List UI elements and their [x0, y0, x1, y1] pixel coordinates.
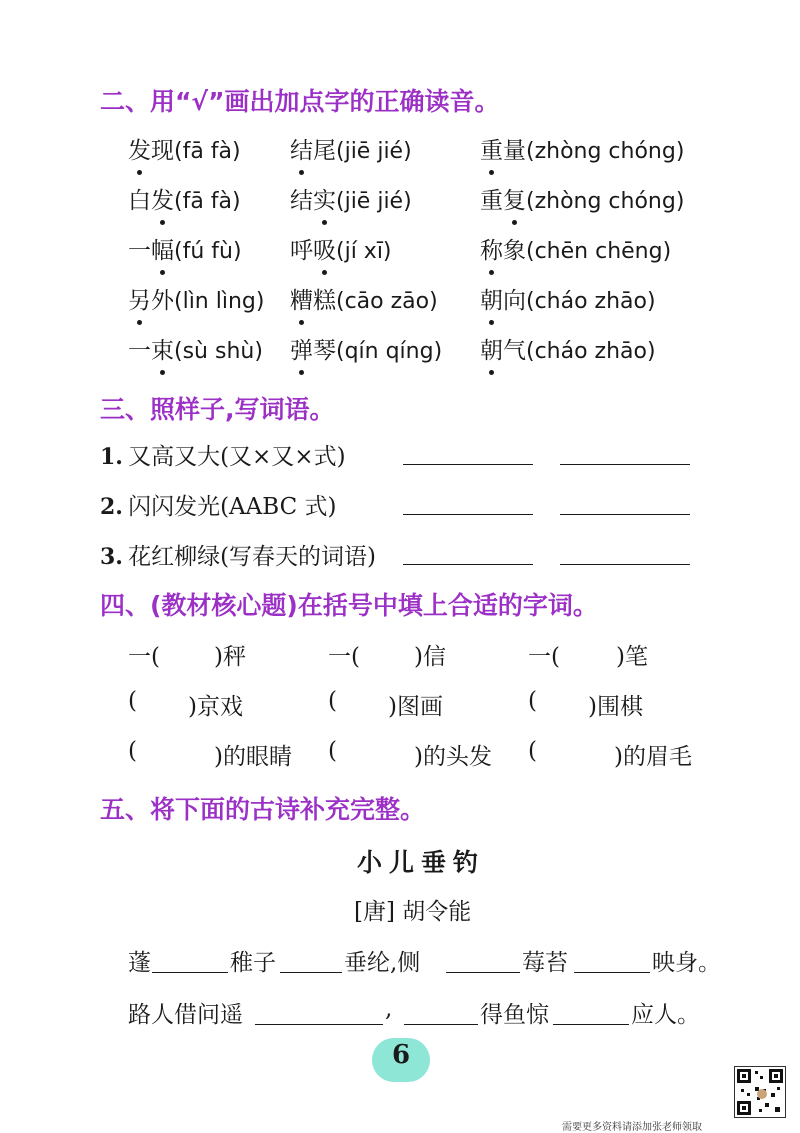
dotted-character: 弹	[290, 332, 313, 365]
character: 现	[151, 138, 174, 164]
pinyin-options[interactable]: (cháo zhāo)	[526, 339, 656, 364]
word-item-2	[100, 488, 336, 521]
poem-text: 稚子	[230, 950, 276, 976]
dotted-character: 发	[151, 182, 174, 215]
pinyin-options[interactable]: (sù shù)	[174, 339, 263, 364]
poem-blank[interactable]	[553, 1024, 629, 1025]
dotted-character: 另	[128, 282, 151, 315]
pinyin-options[interactable]: (jiē jié)	[336, 189, 412, 214]
fill-cell: )笔	[616, 644, 648, 670]
poem-text: 莓苔	[522, 950, 568, 976]
character: 外	[151, 288, 174, 314]
answer-blank[interactable]	[560, 464, 690, 465]
word-item-1	[100, 438, 346, 471]
pinyin-options[interactable]: (jiē jié)	[336, 139, 412, 164]
reading-item	[290, 232, 392, 265]
word-item-3	[100, 538, 376, 571]
character: 琴	[313, 338, 336, 364]
reading-item	[480, 182, 684, 215]
character: 结	[290, 188, 313, 214]
pinyin-options[interactable]: (lìn lìng)	[174, 289, 265, 314]
dotted-character: 朝	[480, 282, 503, 315]
reading-item	[480, 282, 656, 315]
poem-text: ,	[385, 996, 393, 1022]
dotted-character: 幅	[151, 232, 174, 265]
answer-blank[interactable]	[560, 564, 690, 565]
section-4-heading: 四、(教材核心题)在括号中填上合适的字词。	[100, 591, 598, 620]
page-number: 6	[391, 1040, 411, 1070]
fill-cell: (	[528, 688, 537, 714]
poem-title: 小儿垂钓	[357, 848, 486, 877]
reading-item	[128, 132, 241, 165]
pinyin-options[interactable]: (chēn chēng)	[526, 239, 672, 264]
fill-cell: (	[328, 738, 337, 764]
dotted-character: 重	[480, 132, 503, 165]
poem-blank[interactable]	[446, 972, 520, 973]
pinyin-options[interactable]: (qín qíng)	[336, 339, 443, 364]
pinyin-options[interactable]: (jí xī)	[336, 239, 392, 264]
reading-item	[128, 332, 263, 365]
character: 糕	[313, 288, 336, 314]
pinyin-options[interactable]: (zhòng chóng)	[526, 189, 685, 214]
dotted-character: 实	[313, 182, 336, 215]
character: 向	[503, 288, 526, 314]
item-number: 3.	[100, 544, 123, 570]
reading-item	[480, 132, 684, 165]
section-2-heading: 二、用“√”画出加点字的正确读音。	[100, 87, 500, 116]
item-text: 花红柳绿(写春天的词语)	[128, 544, 377, 570]
dotted-character: 糟	[290, 282, 313, 315]
pinyin-options[interactable]: (cāo zāo)	[336, 289, 438, 314]
character: 一	[128, 238, 151, 264]
item-number: 1.	[100, 444, 123, 470]
poem-text: 得鱼惊	[480, 1002, 549, 1028]
poem-blank[interactable]	[280, 972, 342, 973]
answer-blank[interactable]	[403, 514, 533, 515]
fill-cell: )的眼睛	[214, 744, 292, 770]
poem-author: [唐] 胡令能	[354, 899, 472, 925]
reading-item	[290, 282, 438, 315]
fill-cell: )京戏	[188, 694, 243, 720]
character: 象	[503, 238, 526, 264]
fill-cell: )围棋	[588, 694, 643, 720]
fill-cell: )信	[414, 644, 446, 670]
poem-text: 应人。	[631, 1002, 700, 1028]
dotted-character: 朝	[480, 332, 503, 365]
dotted-character: 发	[128, 132, 151, 165]
pinyin-options[interactable]: (zhòng chóng)	[526, 139, 685, 164]
poem-text: 垂纶,侧	[344, 950, 421, 976]
dotted-character: 称	[480, 232, 503, 265]
pinyin-options[interactable]: (fā fà)	[174, 139, 241, 164]
character: 量	[503, 138, 526, 164]
poem-text: 映身。	[652, 950, 721, 976]
footer-note: 需要更多资料请添加张老师领取	[562, 1122, 702, 1133]
section-5-heading: 五、将下面的古诗补充完整。	[100, 795, 426, 824]
fill-cell: (	[128, 688, 137, 714]
reading-item	[128, 232, 242, 265]
character: 尾	[313, 138, 336, 164]
fill-cell: 一(	[328, 644, 360, 670]
fill-cell: )秤	[214, 644, 246, 670]
reading-item	[290, 332, 442, 365]
reading-item	[480, 232, 671, 265]
character: 白	[128, 188, 151, 214]
fill-cell: 一(	[128, 644, 160, 670]
pinyin-options[interactable]: (cháo zhāo)	[526, 289, 656, 314]
qr-code-icon	[734, 1066, 786, 1118]
reading-item	[290, 182, 412, 215]
character: 重	[480, 188, 503, 214]
section-3-heading: 三、照样子,写词语。	[100, 395, 335, 424]
character: 一	[128, 338, 151, 364]
fill-cell: (	[528, 738, 537, 764]
reading-item	[480, 332, 656, 365]
fill-cell: )的头发	[414, 744, 492, 770]
reading-item	[128, 282, 264, 315]
item-text: 闪闪发光(AABC 式)	[128, 494, 337, 520]
poem-blank[interactable]	[152, 972, 228, 973]
dotted-character: 结	[290, 132, 313, 165]
poem-text: 蓬	[128, 950, 151, 976]
answer-blank[interactable]	[403, 564, 533, 565]
poem-blank[interactable]	[255, 1024, 383, 1025]
reading-item	[128, 182, 241, 215]
fill-cell: 一(	[528, 644, 560, 670]
item-number: 2.	[100, 494, 123, 520]
character: 气	[503, 338, 526, 364]
fill-cell: (	[128, 738, 137, 764]
dotted-character: 复	[503, 182, 526, 215]
item-text: 又高又大(又×又×式)	[128, 444, 346, 470]
answer-blank[interactable]	[403, 464, 533, 465]
poem-text: 路人借问遥	[128, 1002, 243, 1028]
pinyin-options[interactable]: (fā fà)	[174, 189, 241, 214]
poem-blank[interactable]	[404, 1024, 478, 1025]
answer-blank[interactable]	[560, 514, 690, 515]
pinyin-options[interactable]: (fú fù)	[174, 239, 242, 264]
dotted-character: 吸	[313, 232, 336, 265]
fill-cell: )的眉毛	[614, 744, 692, 770]
reading-item	[290, 132, 412, 165]
fill-cell: (	[328, 688, 337, 714]
fill-cell: )图画	[388, 694, 443, 720]
poem-blank[interactable]	[574, 972, 650, 973]
dotted-character: 束	[151, 332, 174, 365]
character: 呼	[290, 238, 313, 264]
